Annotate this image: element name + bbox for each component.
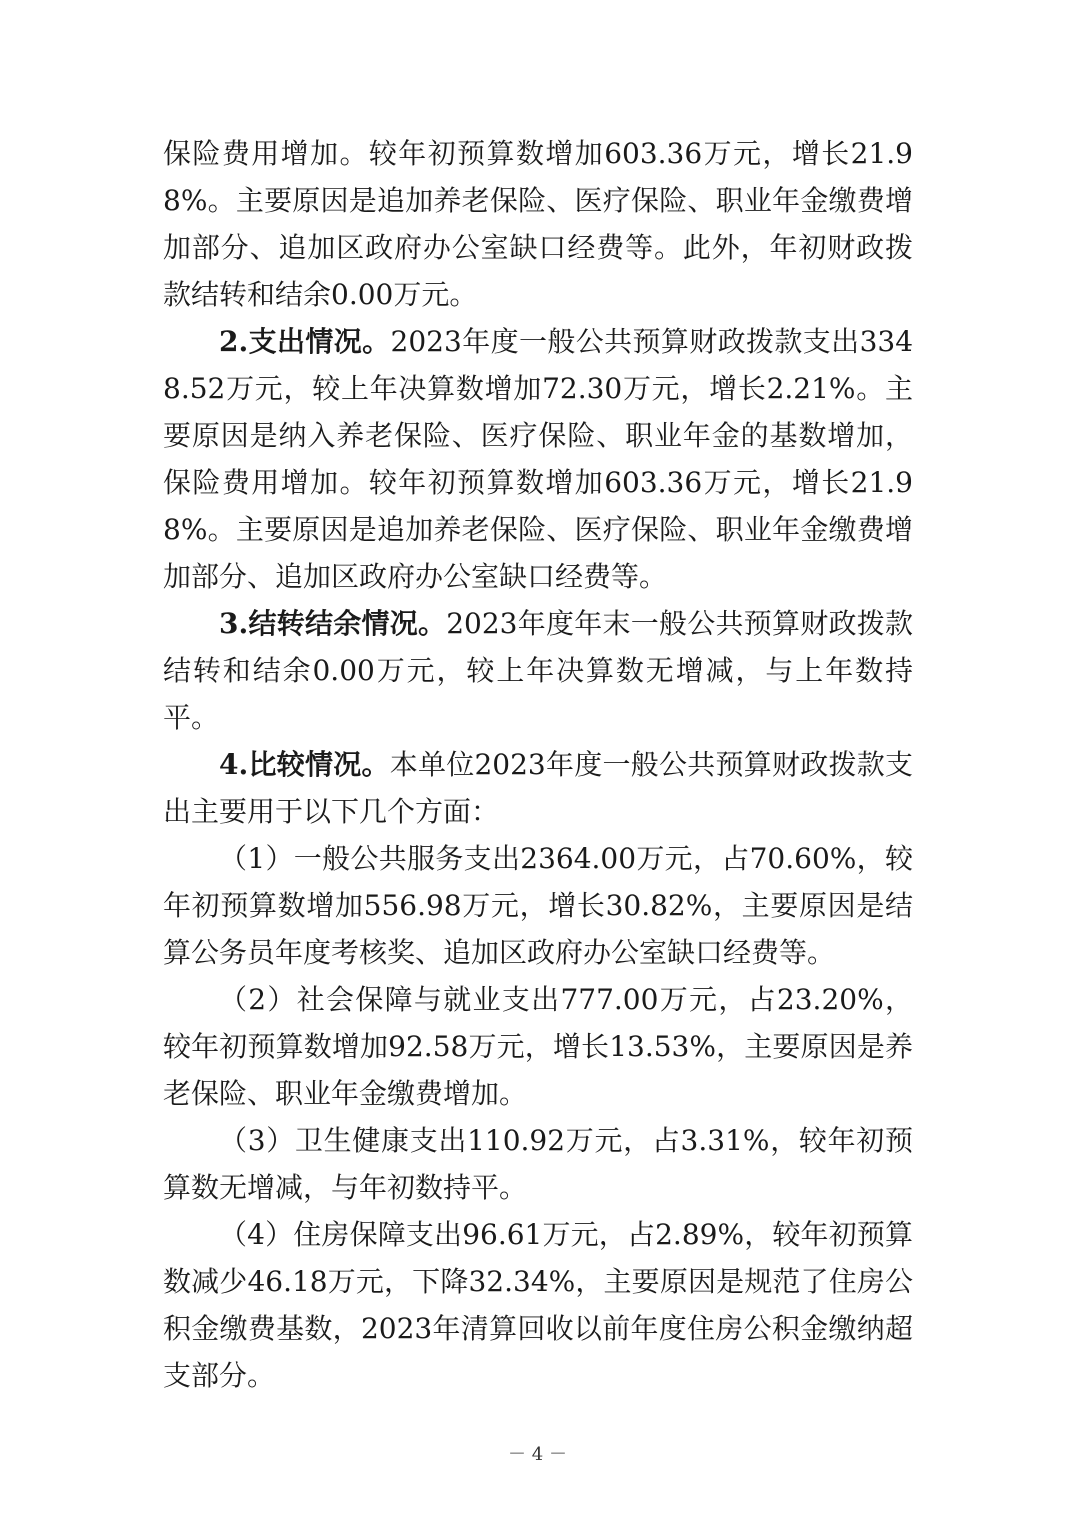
paragraph-comparison	[163, 741, 913, 835]
paragraph-text: 2023年度一般公共预算财政拨款支出3348.52万元，较上年决算数增加72.30万元，增长2.21%。主要原因是纳入养老保险、医疗保险、职业年金的基数增加，保险费用增加。较年初预算数增加603.36万元，增长21.98%。主要原因是追加养老保险、医疗保险、职业年金缴费增加部分、追加区政府办公室缺口经费等。	[163, 325, 914, 593]
paragraph-expenditure	[163, 318, 913, 600]
paragraph-text: （4）住房保障支出96.61万元，占2.89%，较年初预算数减少46.18万元，下降32.34%，主要原因是规范了住房公积金缴费基数，2023年清算回收以前年度住房公积金缴纳超支部分。	[163, 1218, 913, 1392]
list-item-2	[163, 976, 913, 1117]
paragraph-text: （3）卫生健康支出110.92万元，占3.31%，较年初预算数无增减，与年初数持平。	[163, 1124, 913, 1204]
paragraph-0	[163, 130, 913, 318]
section-heading: 4.比较情况。	[219, 748, 390, 781]
page-number: － 4 －	[508, 1444, 567, 1465]
section-heading: 3.结转结余情况。	[219, 607, 447, 640]
paragraph-text: 2023年度年末一般公共预算财政拨款结转和结余0.00万元，较上年决算数无增减，与上年数持平。	[163, 607, 913, 734]
paragraph-text: （2）社会保障与就业支出777.00万元，占23.20%，较年初预算数增加92.58万元，增长13.53%，主要原因是养老保险、职业年金缴费增加。	[163, 983, 913, 1110]
paragraph-carryover	[163, 600, 913, 741]
section-heading: 2.支出情况。	[219, 325, 391, 358]
paragraph-text: 本单位2023年度一般公共预算财政拨款支出主要用于以下几个方面：	[163, 748, 913, 828]
list-item-3	[163, 1117, 913, 1211]
list-item-4	[163, 1211, 913, 1399]
document-body	[163, 130, 913, 1399]
list-item-1	[163, 835, 913, 976]
paragraph-text: （1）一般公共服务支出2364.00万元，占70.60%，较年初预算数增加556.98万元，增长30.82%，主要原因是结算公务员年度考核奖、追加区政府办公室缺口经费等。	[163, 842, 913, 969]
paragraph-text: 保险费用增加。较年初预算数增加603.36万元，增长21.98%。主要原因是追加养老保险、医疗保险、职业年金缴费增加部分、追加区政府办公室缺口经费等。此外，年初财政拨款结转和结余0.00万元。	[163, 137, 913, 311]
